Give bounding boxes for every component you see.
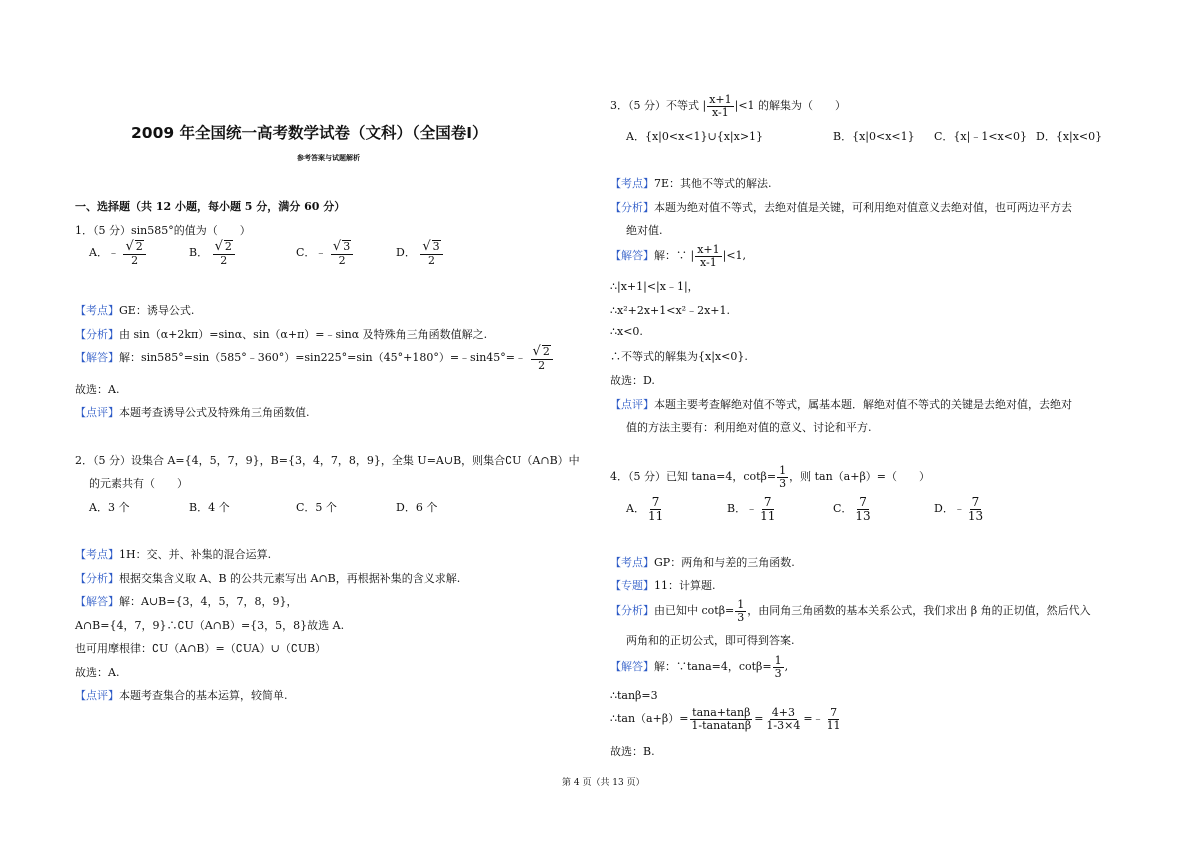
q4-fenxi-line2: 两角和的正切公式，即可得到答案. xyxy=(626,634,795,647)
q3-stem: 3．（5 分）不等式 | $\frac{x+1}{x-1}$ |<1 的解集为（ ） xyxy=(610,93,847,119)
q3-step1: ∴|x+1|<|x﹣1|， xyxy=(610,280,699,293)
q4-option-d: D．﹣ $\frac{7}{13}$ xyxy=(934,495,984,523)
q4-step2: ∴tan（a+β）= $\frac{\tan a+\tan\beta}{\text{1-tanatanβ}}$ = $\frac{4+3}{1-3\times 4}$ =﹣ $\frac{7}{11}$ xyxy=(610,706,841,732)
q2-option-d: D．6 个 xyxy=(396,501,438,514)
q2-fenxi: 【分析】根据交集含义取 A、B 的公共元素写出 A∩B，再根据补集的含义求解. xyxy=(75,572,461,585)
q2-option-c: C．5 个 xyxy=(296,501,337,514)
page-subtitle: 参考答案与试题解析 xyxy=(297,153,360,162)
q1-stem: 1．（5 分）sin585°的值为（ ） xyxy=(75,224,251,237)
q4-option-a: A． $\frac{7}{11}$ xyxy=(626,495,664,523)
q2-dianping: 【点评】本题考查集合的基本运算，较简单. xyxy=(75,689,288,702)
q2-option-a: A．3 个 xyxy=(89,501,130,514)
q4-fenxi-line1: 【分析】由已知中 cotβ= $\frac{1}{3}$ ，由同角三角函数的基本关系公式，我们求出 β 角的正切值，然后代入 xyxy=(610,598,1091,624)
q3-option-b: B．{x|0<x<1} xyxy=(833,130,915,143)
q1-jieda: 【解答】解：sin585°=sin（585°﹣360°）=sin225°=sin（45°+180°）=﹣sin45°=﹣ $\frac{√ 2}{2}$ xyxy=(75,345,554,371)
q4-stem: 4．（5 分）已知 tana=4，cotβ= $\frac{1}{3}$ ，则 tan（a+β）=（ ） xyxy=(610,464,931,490)
q3-option-d: D．{x|x<0} xyxy=(1036,130,1103,143)
q2-guxuan: 故选：A. xyxy=(75,666,120,679)
page-title: 2009 年全国统一高考数学试卷（文科）（全国卷Ⅰ） xyxy=(131,124,488,142)
q1-guxuan: 故选：A. xyxy=(75,383,120,396)
q4-option-b: B．﹣ $\frac{7}{11}$ xyxy=(727,495,776,523)
q2-option-b: B．4 个 xyxy=(189,501,230,514)
q3-step4: ∴不等式的解集为{x|x<0}. xyxy=(610,350,748,363)
q4-zhuanti: 【专题】11：计算题. xyxy=(610,579,716,592)
q4-jieda: 【解答】解：∵tana=4，cotβ= $\frac{1}{3}$ , xyxy=(610,654,789,680)
q1-option-b: B． $\frac{√ 2}{2}$ xyxy=(189,240,236,266)
q1-fenxi: 【分析】由 sin（α+2kπ）=sinα、sin（α+π）=﹣sinα 及特殊角三角函数值解之. xyxy=(75,328,488,341)
q2-kaodian: 【考点】1H：交、并、补集的混合运算. xyxy=(75,548,272,561)
q1-option-c: C．﹣ $\frac{√ 3}{2}$ xyxy=(296,240,354,266)
q3-dianping-line1: 【点评】本题主要考查解绝对值不等式，属基本题．解绝对值不等式的关键是去绝对值，去绝对 xyxy=(610,398,1072,411)
q3-fenxi-line1: 【分析】本题为绝对值不等式，去绝对值是关键，可利用绝对值意义去绝对值，也可两边平方去 xyxy=(610,201,1072,214)
q4-option-c: C． $\frac{7}{13}$ xyxy=(833,495,871,523)
q1-option-a: A．﹣ $\frac{√ 2}{2}$ xyxy=(89,240,147,266)
q2-stem-line1: 2．（5 分）设集合 A={4，5，7，9}，B={3，4，7，8，9}，全集 U=A∪B，则集合∁U（A∩B）中 xyxy=(75,454,580,467)
section-heading: 一、选择题（共 12 小题，每小题 5 分，满分 60 分） xyxy=(75,200,346,213)
q3-fenxi-line2: 绝对值. xyxy=(626,224,663,237)
q4-step1: ∴tanβ=3 xyxy=(610,689,658,702)
q2-stem-line2: 的元素共有（ ） xyxy=(89,477,188,490)
q1-option-d: D． $\frac{√ 3}{2}$ xyxy=(396,240,444,266)
q2-line2: A∩B={4，7，9}∴∁U（A∩B）={3，5，8}故选 A. xyxy=(75,619,345,632)
q3-kaodian: 【考点】7E：其他不等式的解法. xyxy=(610,177,772,190)
page-footer: 第 4 页（共 13 页） xyxy=(562,778,645,788)
q1-kaodian: 【考点】GE：诱导公式. xyxy=(75,304,195,317)
q3-dianping-line2: 值的方法主要有：利用绝对值的意义、讨论和平方. xyxy=(626,421,872,434)
q4-guxuan: 故选：B. xyxy=(610,745,655,758)
q3-option-a: A．{x|0<x<1}∪{x|x>1} xyxy=(626,130,764,143)
q2-line3: 也可用摩根律：∁U（A∩B）=（∁UA）∪（∁UB） xyxy=(75,642,327,655)
q3-guxuan: 故选：D. xyxy=(610,374,655,387)
q2-jieda: 【解答】解：A∪B={3，4，5，7，8，9}， xyxy=(75,595,298,608)
q3-step2: ∴x²+2x+1<x²﹣2x+1. xyxy=(610,304,730,317)
q1-dianping: 【点评】本题考查诱导公式及特殊角三角函数值. xyxy=(75,406,310,419)
q3-option-c: C．{x|﹣1<x<0} xyxy=(934,130,1027,143)
q3-step3: ∴x<0. xyxy=(610,325,643,338)
q3-jieda: 【解答】解：∵ | $\frac{x+1}{x-1}$ |<1, xyxy=(610,243,747,269)
q4-kaodian: 【考点】GP：两角和与差的三角函数. xyxy=(610,556,795,569)
